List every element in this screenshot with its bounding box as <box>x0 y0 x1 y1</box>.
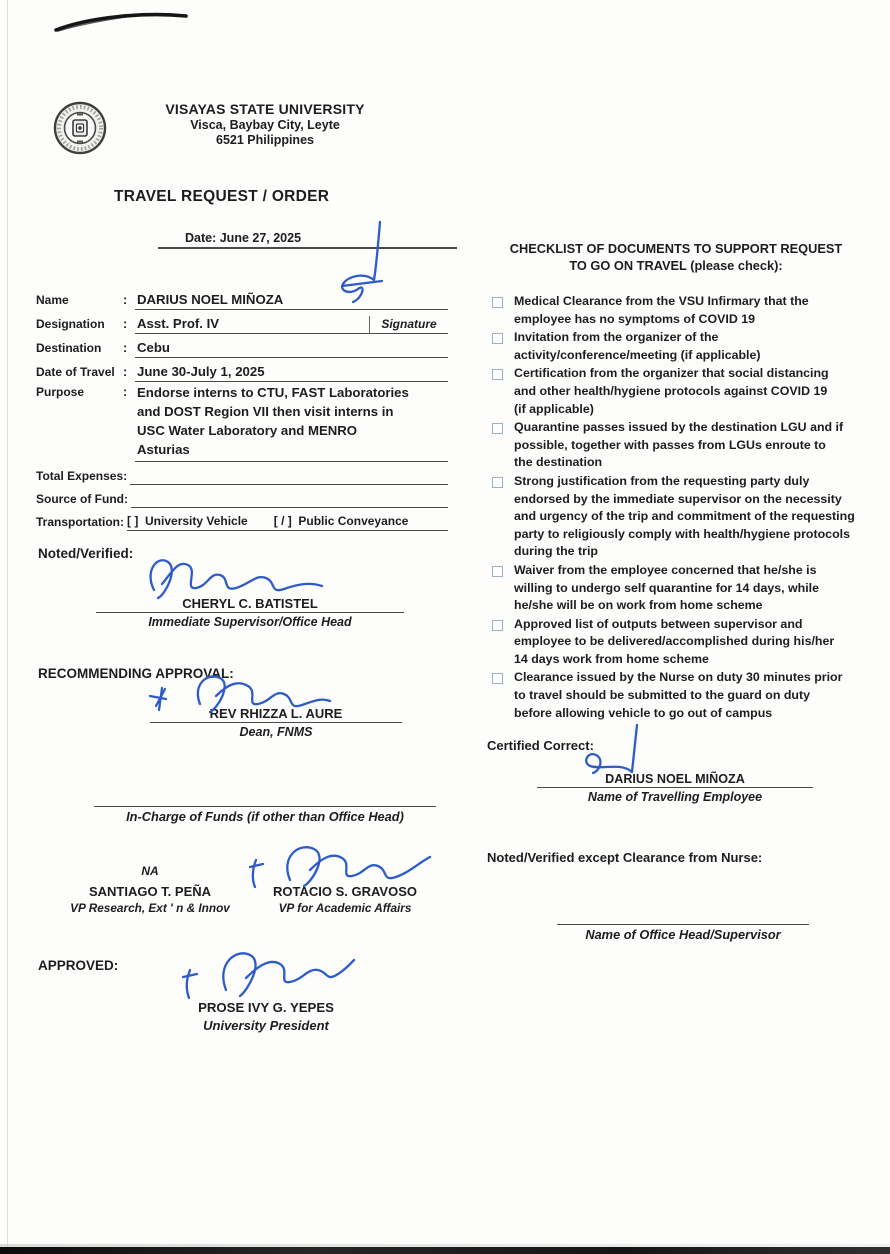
checklist-item-text: Medical Clearance from the VSU Infirmary that the employee has no symptoms of COVID 19 <box>514 294 809 326</box>
designation-label: Designation <box>36 317 105 331</box>
checkbox-icon <box>492 477 503 488</box>
checklist-item <box>492 562 870 615</box>
designation-value: Asst. Prof. IV <box>135 316 370 334</box>
aure-signature <box>146 670 336 720</box>
checklist-item-text: Approved list of outputs between supervisor and employee to be delivered/accomplished during his/her 14 days work from home scheme <box>514 616 835 666</box>
checklist-item-text: Waiver from the employee concerned that he/she is willing to undergo self quarantine for 14 days, while he/she will be on work from home scheme <box>514 562 819 613</box>
purpose-label: Purpose <box>36 385 85 399</box>
date-of-travel-label: Date of Travel <box>36 365 115 379</box>
checklist-title-line1: CHECKLIST OF DOCUMENTS TO SUPPORT REQUEST <box>509 241 843 256</box>
checklist-item <box>492 329 870 364</box>
purpose-value <box>135 382 448 462</box>
approved-heading: APPROVED: <box>38 958 119 973</box>
checkbox-icon <box>492 297 503 308</box>
checklist-title-line2: TO GO ON TRAVEL (please check): <box>569 258 783 273</box>
field-row-total-expenses <box>36 462 448 485</box>
checklist-item-text: Invitation from the organizer of the activity/conference/meeting (if applicable) <box>514 330 761 362</box>
checklist-item-text: Certification from the organizer that social distancing and other health/hygiene protocols against COVID 19 (if applicable) <box>514 366 829 416</box>
transportation-option-university-vehicle: [ ] University Vehicle <box>127 514 248 528</box>
office-head-signature-line <box>557 888 809 925</box>
checklist-item <box>492 669 870 722</box>
supervisor-role: Immediate Supervisor/Office Head <box>148 615 352 629</box>
vp-academic-role: VP for Academic Affairs <box>278 901 412 915</box>
in-charge-funds-label: In-Charge of Funds (if other than Office Head) <box>126 809 404 824</box>
checklist-item <box>492 473 870 561</box>
transportation-options <box>127 514 448 531</box>
travelling-employee-role: Name of Travelling Employee <box>587 790 763 804</box>
transportation-label: Transportation: <box>36 515 125 529</box>
university-name: VISAYAS STATE UNIVERSITY <box>165 101 365 117</box>
gravoso-signature <box>248 840 436 892</box>
vp-research-note: NA <box>141 864 159 878</box>
in-charge-funds-block <box>94 770 436 824</box>
university-address: Visca, Baybay City, Leyte <box>190 118 340 132</box>
field-row-date-of-travel <box>36 358 448 382</box>
batistel-signature <box>140 552 332 606</box>
certified-correct-heading: Certified Correct: <box>487 738 594 753</box>
checkbox-icon <box>492 566 503 577</box>
noted-except-heading: Noted/Verified except Clearance from Nurse: <box>487 850 763 865</box>
checklist-item-text: Strong justification from the requesting party duly endorsed by the immediate supervisor on the necessity and urgency of the trip and commitment of the requesting party to religiously comply with health/hygiene protocols during the trip <box>514 473 855 559</box>
checkbox-icon <box>492 673 503 684</box>
scan-edge-line <box>7 0 8 1254</box>
minoza-signature <box>575 720 655 786</box>
pen-dash-mark <box>48 6 198 38</box>
name-value: DARIUS NOEL MIÑOZA <box>135 292 448 310</box>
checklist-item <box>492 293 870 328</box>
president-name: PROSE IVY G. YEPES <box>198 1000 334 1015</box>
field-row-designation <box>36 310 448 334</box>
vp-research-role: VP Research, Ext ' n & Innov <box>70 901 230 915</box>
colon: : <box>123 293 128 307</box>
checkbox-icon <box>492 620 503 631</box>
transportation-option-public-conveyance: [ / ] Public Conveyance <box>273 514 409 528</box>
source-of-fund-value <box>131 505 448 508</box>
checklist <box>492 293 870 723</box>
colon: : <box>123 365 128 379</box>
university-postal: 6521 Philippines <box>216 133 314 147</box>
dean-name: REV RHIZZA L. AURE <box>150 706 402 723</box>
vp-research-name: SANTIAGO T. PEÑA <box>88 884 212 899</box>
checklist-item <box>492 419 870 472</box>
purpose-line: Endorse interns to CTU, FAST Laboratories <box>137 385 409 400</box>
checkbox-icon <box>492 369 503 380</box>
checklist-item-text: Quarantine passes issued by the destination LGU and if possible, together with passes from LGUs enroute to the destination <box>514 420 844 470</box>
name-label: Name <box>36 293 69 307</box>
field-row-transportation <box>36 508 448 531</box>
president-signature-block <box>140 1000 392 1033</box>
total-expenses-label: Total Expenses: <box>36 469 128 483</box>
checklist-item-text: Clearance issued by the Nurse on duty 30 minutes prior to travel should be submitted to the guard on duty before allowing vehicle to go out of campus <box>514 670 843 720</box>
date-of-travel-value: June 30-July 1, 2025 <box>135 364 448 382</box>
noted-verified-heading: Noted/Verified: <box>38 546 134 561</box>
colon: : <box>123 341 128 355</box>
total-expenses-value <box>130 482 448 485</box>
supervisor-name: CHERYL C. BATISTEL <box>96 596 404 613</box>
date-field: Date: June 27, 2025 <box>158 229 457 249</box>
colon: : <box>123 385 128 399</box>
office-head-block <box>557 888 809 942</box>
checkbox-icon <box>492 333 503 344</box>
checkbox-icon <box>492 423 503 434</box>
field-row-destination <box>36 334 448 358</box>
purpose-line: USC Water Laboratory and MENRO <box>137 423 358 438</box>
checklist-title <box>480 240 872 274</box>
checklist-item <box>492 616 870 669</box>
in-charge-funds-signature-line <box>94 770 436 807</box>
request-form-fields <box>36 286 448 531</box>
vp-academic-name: ROTACIO S. GRAVOSO <box>273 884 417 899</box>
signature-box-label: Signature <box>370 317 448 334</box>
employee-signature <box>322 218 400 312</box>
destination-label: Destination <box>36 341 102 355</box>
field-row-source-of-fund <box>36 485 448 508</box>
purpose-line: and DOST Region VII then visit interns in <box>137 404 394 419</box>
purpose-line: Asturias <box>137 442 190 457</box>
colon: : <box>123 317 128 331</box>
document-title: TRAVEL REQUEST / ORDER <box>114 188 330 205</box>
yepes-signature <box>178 942 360 1004</box>
travelling-employee-name: DARIUS NOEL MIÑOZA <box>537 772 813 788</box>
dean-role: Dean, FNMS <box>239 725 313 739</box>
destination-value: Cebu <box>135 340 448 358</box>
office-head-role: Name of Office Head/Supervisor <box>585 927 781 942</box>
scan-bottom-edge <box>0 1247 890 1254</box>
source-of-fund-label: Source of Fund: <box>36 492 128 506</box>
recommending-approval-heading: RECOMMENDING APPROVAL: <box>38 666 234 681</box>
checklist-item <box>492 365 870 418</box>
field-row-purpose <box>36 382 448 462</box>
vp-research-block <box>54 864 246 915</box>
president-role: University President <box>203 1018 329 1033</box>
letterhead <box>140 101 390 147</box>
university-seal-icon <box>52 100 108 156</box>
